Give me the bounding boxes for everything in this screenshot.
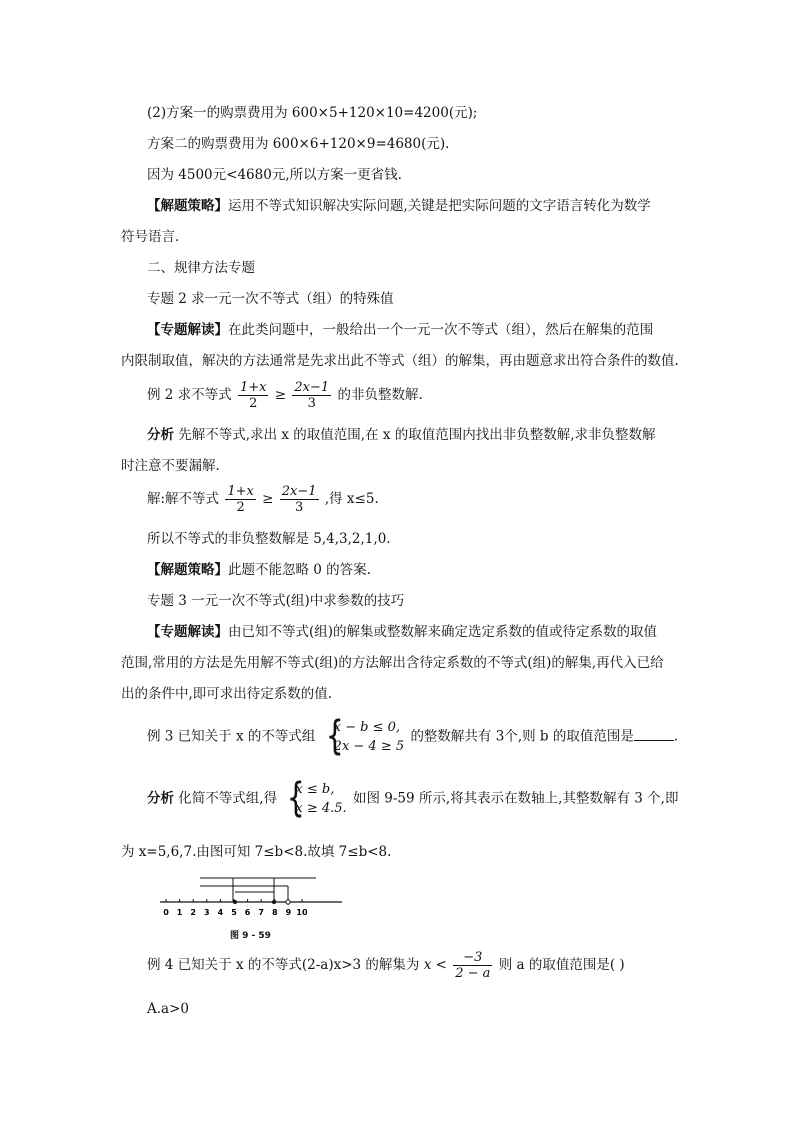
analysis-paragraph — [147, 775, 679, 821]
analysis-text: 先解不等式,求出 x 的取值范围,在 x 的取值范围内找出非负整数解,求非负整数解 — [174, 427, 656, 443]
relation-symbol: ≥ — [262, 491, 274, 507]
axis-tick-label: 0 — [163, 908, 169, 917]
example-4-prefix: 例 4 已知关于 x 的不等式(2-a)x>3 的解集为 — [147, 957, 420, 973]
text-line: 时注意不要漏解. — [121, 458, 220, 474]
fraction: $\frac{2x-1}{3}$ — [281, 484, 317, 515]
analysis-prefix: 化简不等式组,得 — [174, 790, 278, 807]
point-8-open — [286, 900, 290, 904]
relation-symbol: ≥ — [274, 387, 287, 403]
axis-tick-label: 2 — [190, 908, 196, 917]
topic-heading: 专题 2 求一元一次不等式（组）的特殊值 — [147, 291, 394, 307]
answer-blank — [634, 728, 674, 741]
fraction: $\frac{-3}{2 - a}$ — [455, 950, 491, 981]
figure-caption: 图 9 - 59 — [230, 931, 271, 941]
axis-tick-label: 5 — [231, 908, 237, 917]
solution-line — [147, 484, 379, 515]
axis-tick-label: 8 — [272, 908, 278, 917]
axis-tick-label: 1 — [176, 908, 183, 917]
text-line: 为 x=5,6,7.由图可知 7≤b<8.故填 7≤b<8. — [121, 844, 392, 860]
example-3-suffix: 的整数解共有 3个,则 b 的取值范围是 — [410, 728, 634, 745]
example-3: 例 3 已知关于 x 的不等式组 { x − b ≤ 0, 2x − 4 ≥ 5 的整数解共有 3个,则 b 的取值范围是 . — [147, 713, 679, 759]
text-line: 符号语言. — [121, 229, 180, 245]
example-4-var: x < — [423, 957, 447, 973]
fraction: $\frac{2x-1}{3}$ — [294, 380, 330, 411]
example-2-suffix: 的非负整数解. — [337, 387, 423, 403]
analysis-paragraph — [147, 426, 656, 444]
axis-tick-label: 3 — [204, 908, 210, 917]
point-7 — [272, 900, 276, 904]
text-line: 内限制取值，解决的方法通常是先求出此不等式（组）的解集，再由题意求出符合条件的数值. — [121, 353, 679, 369]
example-4-suffix: 则 a 的取值范围是( ) — [498, 957, 625, 973]
strategy-paragraph — [147, 561, 371, 579]
analysis-label: 分析 — [147, 427, 174, 443]
reading-text: 在此类问题中，一般给出一个一元一次不等式（组），然后在解集的范围 — [228, 322, 654, 338]
reading-paragraph — [147, 623, 657, 641]
reading-paragraph — [147, 321, 653, 339]
text-line: 出的条件中,即可求出待定系数的值. — [121, 686, 333, 702]
brace-icon: { — [325, 713, 344, 759]
axis-tick-label: 7 — [258, 908, 264, 917]
axis-tick-label: 6 — [244, 908, 251, 917]
strategy-text: 运用不等式知识解决实际问题,关键是把实际问题的文字语言转化为数学 — [228, 198, 651, 214]
strategy-label: 【解题策略】 — [147, 198, 228, 214]
solution-prefix: 解:解不等式 — [147, 491, 220, 507]
fraction: $\frac{1+x}{2}$ — [239, 380, 267, 411]
text-line: (2)方案一的购票费用为 600×5+120×10=4200(元); — [147, 105, 478, 121]
reading-text: 由已知不等式(组)的解集或整数解来确定选定系数的值或待定系数的取值 — [228, 624, 658, 640]
axis-tick-label: 10 — [296, 908, 308, 917]
axis-tick-label: 4 — [217, 908, 224, 917]
text-line: 方案二的购票费用为 600×6+120×9=4680(元). — [147, 136, 450, 152]
fraction: $\frac{1+x}{2}$ — [227, 484, 254, 515]
topic-heading: 专题 3 一元一次不等式(组)中求参数的技巧 — [147, 593, 405, 609]
axis-tick-label: 9 — [285, 908, 292, 917]
strategy-text: 此题不能忽略 0 的答案. — [228, 562, 371, 578]
example-3-prefix: 例 3 已知关于 x 的不等式组 — [147, 728, 316, 745]
inequality-system: { x ≤ b, x ≥ 4.5. — [287, 775, 347, 821]
brace-icon: { — [287, 775, 306, 821]
strategy-label: 【解题策略】 — [147, 562, 228, 578]
strategy-paragraph — [147, 197, 651, 215]
text-line: 因为 4500元<4680元,所以方案一更省钱. — [147, 167, 402, 183]
example-2-prefix: 例 2 求不等式 — [147, 387, 232, 403]
analysis-suffix: 如图 9-59 所示,将其表示在数轴上,其整数解有 3 个,即 — [352, 790, 679, 807]
reading-label: 【专题解读】 — [147, 624, 228, 640]
example-2 — [147, 380, 423, 411]
option-a: A.a>0 — [147, 1001, 189, 1017]
example-4 — [147, 950, 625, 981]
inequality-system: { x − b ≤ 0, 2x − 4 ≥ 5 — [325, 713, 405, 759]
text-line: 所以不等式的非负整数解是 5,4,3,2,1,0. — [147, 531, 391, 547]
solution-suffix: ,得 x≤5. — [324, 491, 379, 507]
point-4-5 — [233, 900, 237, 904]
text-line: 范围,常用的方法是先用解不等式(组)的方法解出含待定系数的不等式(组)的解集,再代入已给 — [121, 655, 664, 671]
section-heading: 二、规律方法专题 — [147, 260, 255, 276]
reading-label: 【专题解读】 — [147, 322, 228, 338]
analysis-label: 分析 — [147, 790, 174, 807]
